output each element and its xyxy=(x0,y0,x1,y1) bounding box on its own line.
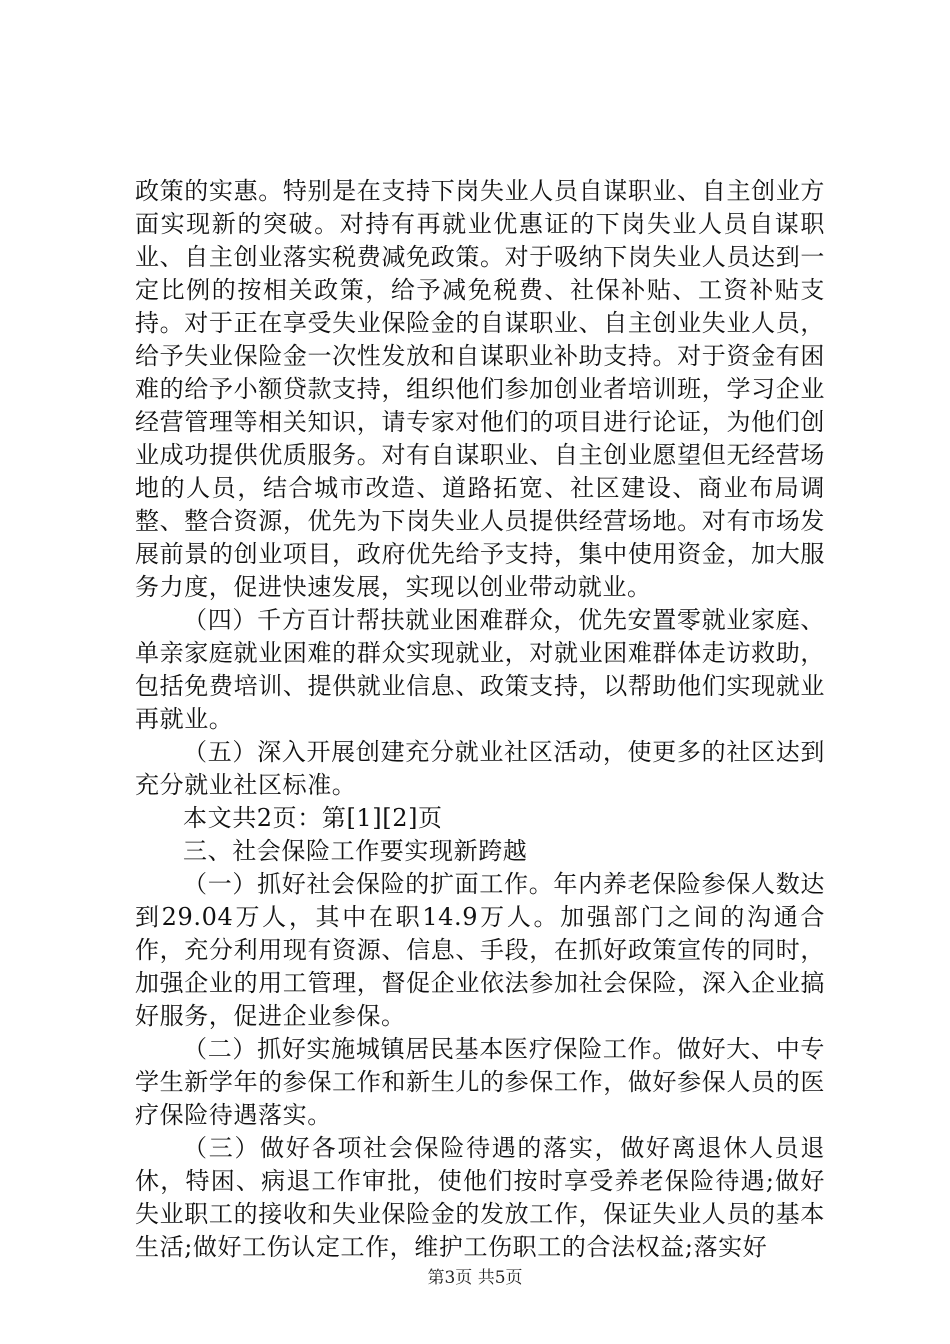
paragraph-3: （五）深入开展创建充分就业社区活动，使更多的社区达到充分就业社区标准。 xyxy=(135,738,825,799)
paragraph-4-page-nav: 本文共2页：第[1][2]页 xyxy=(183,804,443,832)
body-text xyxy=(135,175,825,1264)
paragraph-8: （三）做好各项社会保险待遇的落实，做好离退休人员退休，特困、病退工作审批，使他们按时享受养老保险待遇;做好失业职工的接收和失业保险金的发放工作，保证失业人员的基本生活;做好工伤认定工作，维护工伤职工的合法权益;落实好 xyxy=(135,1134,825,1261)
paragraph-2: （四）千方百计帮扶就业困难群众，优先安置零就业家庭、单亲家庭就业困难的群众实现就业，对就业困难群体走访救助，包括免费培训、提供就业信息、政策支持，以帮助他们实现就业再就业。 xyxy=(135,606,825,733)
paragraph-7: （二）抓好实施城镇居民基本医疗保险工作。做好大、中专学生新学年的参保工作和新生儿的参保工作，做好参保人员的医疗保险待遇落实。 xyxy=(135,1035,825,1129)
paragraph-6: （一）抓好社会保险的扩面工作。年内养老保险参保人数达到29.04万人，其中在职14.9万人。加强部门之间的沟通合作，充分利用现有资源、信息、手段，在抓好政策宣传的同时，加强企业的用工管理，督促企业依法参加社会保险，深入企业搞好服务，促进企业参保。 xyxy=(135,870,825,1030)
paragraph-5-section-heading: 三、社会保险工作要实现新跨越 xyxy=(183,837,528,865)
page-footer: 第3页 共5页 xyxy=(427,1268,523,1288)
paragraph-1: 政策的实惠。特别是在支持下岗失业人员自谋职业、自主创业方面实现新的突破。对持有再就业优惠证的下岗失业人员自谋职业、自主创业落实税费减免政策。对于吸纳下岗失业人员达到一定比例的按相关政策，给予减免税费、社保补贴、工资补贴支持。对于正在享受失业保险金的自谋职业、自主创业失业人员，给予失业保险金一次性发放和自谋职业补助支持。对于资金有困难的给予小额贷款支持，组织他们参加创业者培训班，学习企业经营管理等相关知识，请专家对他们的项目进行论证，为他们创业成功提供优质服务。对有自谋职业、自主创业愿望但无经营场地的人员，结合城市改造、道路拓宽、社区建设、商业布局调整、整合资源，优先为下岗失业人员提供经营场地。对有市场发展前景的创业项目，政府优先给予支持，集中使用资金，加大服务力度，促进快速发展，实现以创业带动就业。 xyxy=(135,177,825,601)
